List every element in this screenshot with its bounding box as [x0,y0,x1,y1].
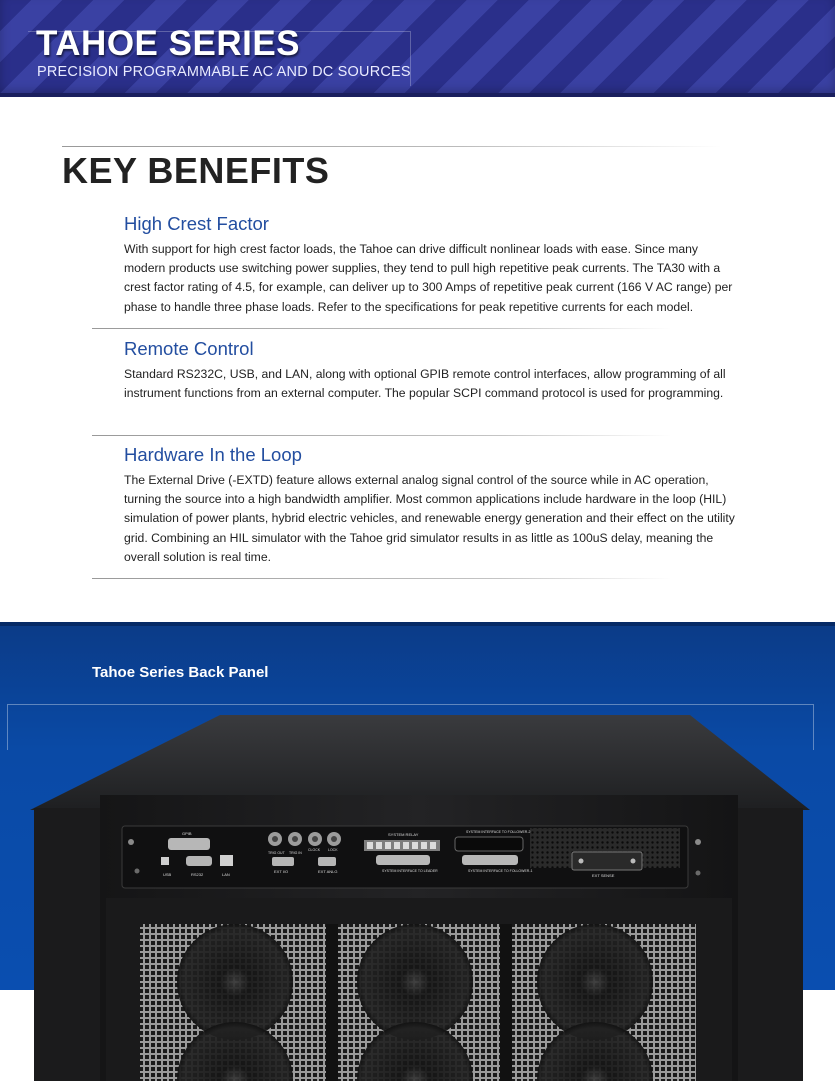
back-panel-label: Tahoe Series Back Panel [92,664,269,681]
benefit-heading: Remote Control [124,338,254,359]
benefit-body: The External Drive (-EXTD) feature allows external analog signal control of the source while in AC operation, turning the source into a high bandwidth amplifier. Most common applications include hardware in the loop (HIL) simulation of power plants, hybrid electric vehicles, and renewable energy generation and their effect on the utility grid. Combining an HIL simulator with the Tahoe grid simulator results in as little as 100uS delay, meaning the overall solution is real time. [124,473,735,564]
gpib-label: GPIB [182,831,192,836]
header-banner [0,0,835,97]
series-title: TAHOE SERIES [36,24,301,63]
gpib-connector [168,838,210,850]
divider [92,435,672,436]
system-interface-follower1-label: SYSTEM INTERFACE TO FOLLOWER-1 [468,869,533,873]
lan-label: LAN [222,872,230,877]
ext-io-port [272,857,294,866]
rs232-label: RS232 [191,872,204,877]
benefit-heading: High Crest Factor [124,213,269,234]
divider [92,328,672,329]
benefit-hardware-in-the-loop [124,444,736,567]
system-relay-terminal [364,840,440,851]
series-subtitle: PRECISION PROGRAMMABLE AC AND DC SOURCES [37,64,411,80]
cabinet-left-side [34,808,104,1081]
system-interface-follower2-label: SYSTEM INTERFACE TO FOLLOWER-2 [466,830,531,834]
section-title: KEY BENEFITS [62,150,330,191]
trig-out-label: TRIG OUT [268,851,285,855]
system-interface-leader-port [376,855,430,865]
system-interface-leader-label: SYSTEM INTERFACE TO LEADER [382,869,438,873]
benefit-high-crest-factor [124,213,736,317]
lock-label: LOCK [328,848,338,852]
title-rule [62,146,722,147]
ext-anlg-label: EXT ANLG [318,869,338,874]
clock-label: CLOCK [308,848,321,852]
benefit-heading: Hardware In the Loop [124,444,302,465]
system-relay-label: SYSTEM RELAY [388,832,419,837]
benefit-remote-control [124,338,736,403]
ext-io-label: EXT I/O [274,869,289,874]
usb-port [161,857,169,865]
divider [92,578,672,579]
ext-sense-label: EXT SENSE [592,873,615,878]
ext-anlg-port [318,857,336,866]
usb-label: USB [163,872,172,877]
fans [177,924,653,1081]
lan-port [220,855,233,866]
trig-in-label: TRIG IN [289,851,302,855]
tahoe-back-panel-image [0,700,835,1081]
system-interface-follower1-port [462,855,518,865]
system-interface-follower2-port [455,837,523,851]
cabinet-right-side [735,808,803,1081]
benefit-body: With support for high crest factor loads, the Tahoe can drive difficult nonlinear loads with ease. Since many modern products use switching power supplies, they tend to pull high repetitive peak currents. The TA30 with a crest factor rating of 4.5, for example, can deliver up to 300 Amps of repetitive peak current (166 V AC range) per phase to handle three phase loads. Refer to the specifications for peak repetitive currents for each model. [124,242,733,314]
rs232-port [186,856,212,866]
benefit-body: Standard RS232C, USB, and LAN, along with optional GPIB remote control interfaces, allow programming of all instrument functions from an external computer. The popular SCPI command protocol is used for programming. [124,367,726,401]
